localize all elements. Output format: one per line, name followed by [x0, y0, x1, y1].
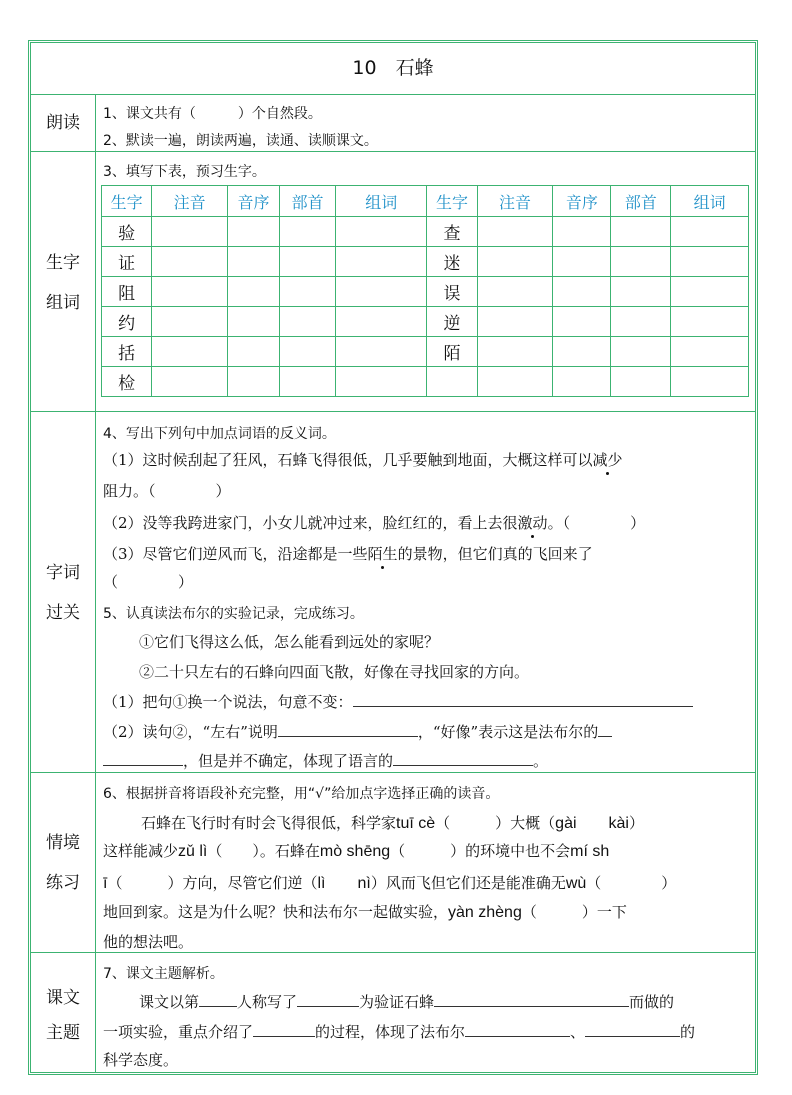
table-header-row — [102, 186, 749, 217]
answer-cell[interactable] — [227, 337, 279, 367]
divider — [31, 772, 755, 773]
category-chars-a: 生字 — [46, 253, 80, 273]
column-header: 组词 — [671, 186, 749, 217]
answer-cell[interactable] — [477, 217, 553, 247]
question-2: 2、默读一遍，朗读两遍，读通、读顺课文。 — [103, 133, 378, 149]
column-header: 注音 — [477, 186, 553, 217]
divider — [31, 151, 755, 152]
answer-cell[interactable] — [671, 217, 749, 247]
answer-cell[interactable] — [611, 217, 671, 247]
question-6: 6、根据拼音将语段补充完整，用“√”给加点字选择正确的读音。 — [103, 786, 500, 802]
divider — [31, 94, 755, 95]
answer-cell[interactable] — [477, 307, 553, 337]
answer-cell[interactable] — [152, 247, 228, 277]
answer-blank[interactable] — [585, 1022, 680, 1037]
context-line-5: 他的想法吧。 — [103, 933, 194, 951]
context-line-2: 这样能减少zǔ lì（ ）。石蜂在mò shēng（ ）的环境中也不会mí sh — [103, 842, 610, 860]
answer-cell[interactable] — [611, 367, 671, 397]
char-cell — [427, 367, 477, 397]
dotted-word: 激动 — [517, 514, 548, 532]
column-header: 生字 — [102, 186, 152, 217]
answer-blank[interactable] — [297, 992, 359, 1007]
answer-cell[interactable] — [553, 367, 611, 397]
answer-cell[interactable] — [611, 337, 671, 367]
character-table — [101, 185, 749, 397]
char-cell: 验 — [102, 217, 152, 247]
answer-cell[interactable] — [336, 247, 427, 277]
practice-3: ，但是并不确定，体现了语言的 。 — [103, 750, 548, 771]
answer-blank[interactable] — [434, 992, 629, 1007]
answer-cell[interactable] — [671, 247, 749, 277]
answer-cell[interactable] — [553, 247, 611, 277]
answer-cell[interactable] — [477, 277, 553, 307]
context-line-3: ī（ ）方向，尽管它们逆（lì nì）风而飞但它们还是能准确无wù（ ） — [103, 874, 677, 892]
answer-cell[interactable] — [477, 337, 553, 367]
table-row — [102, 217, 749, 247]
answer-cell[interactable] — [336, 367, 427, 397]
answer-cell[interactable] — [152, 277, 228, 307]
char-cell: 检 — [102, 367, 152, 397]
char-cell: 括 — [102, 337, 152, 367]
answer-cell[interactable] — [336, 277, 427, 307]
char-cell: 证 — [102, 247, 152, 277]
sentence-2: （2）没等我跨进家门，小女儿就冲过来，脸红红的，看上去很激动。（ ） — [103, 514, 646, 532]
answer-blank[interactable] — [465, 1022, 570, 1037]
answer-cell[interactable] — [611, 247, 671, 277]
answer-cell[interactable] — [553, 337, 611, 367]
question-1: 1、课文共有（ ）个自然段。 — [103, 106, 322, 122]
column-header: 注音 — [152, 186, 228, 217]
char-cell: 阻 — [102, 277, 152, 307]
answer-cell[interactable] — [611, 277, 671, 307]
category-words-b: 过关 — [46, 603, 80, 623]
practice-1: （1）把句①换一个说法，句意不变： — [103, 691, 693, 712]
answer-blank[interactable] — [199, 992, 237, 1007]
table-row — [102, 307, 749, 337]
answer-blank[interactable] — [103, 751, 183, 766]
answer-cell[interactable] — [152, 307, 228, 337]
answer-cell[interactable] — [671, 307, 749, 337]
column-header: 部首 — [611, 186, 671, 217]
char-cell: 约 — [102, 307, 152, 337]
category-theme-a: 课文 — [46, 988, 80, 1008]
divider — [31, 411, 755, 412]
question-5: 5、认真读法布尔的实验记录，完成练习。 — [103, 606, 364, 622]
answer-cell[interactable] — [227, 217, 279, 247]
answer-cell[interactable] — [336, 337, 427, 367]
context-line-4: 地回到家。这是为什么呢？快和法布尔一起做实验，yàn zhèng（ ）一下 — [103, 903, 627, 921]
sentence-1: （1）这时候刮起了狂风，石蜂飞得很低，几乎要触到地面，大概这样可以减少 — [103, 451, 623, 469]
dotted-word: 陌生 — [367, 545, 398, 563]
column-header: 组词 — [336, 186, 427, 217]
char-cell: 迷 — [427, 247, 477, 277]
category-divider — [95, 95, 96, 1072]
answer-cell[interactable] — [477, 247, 553, 277]
answer-cell[interactable] — [280, 367, 336, 397]
answer-cell[interactable] — [152, 217, 228, 247]
category-reading: 朗读 — [46, 113, 80, 133]
answer-cell[interactable] — [280, 307, 336, 337]
answer-cell[interactable] — [553, 217, 611, 247]
sentence-3: （3）尽管它们逆风而飞，沿途都是一些陌生的景物，但它们真的飞回来了 — [103, 545, 593, 563]
category-context-b: 练习 — [46, 873, 80, 893]
theme-line-2: 一项实验，重点介绍了 的过程，体现了法布尔 、 的 — [103, 1023, 696, 1041]
char-cell: 查 — [427, 217, 477, 247]
question-4: 4、写出下列句中加点词语的反义词。 — [103, 426, 336, 442]
category-words-a: 字词 — [46, 563, 80, 583]
answer-blank[interactable] — [253, 1022, 315, 1037]
answer-blank[interactable] — [278, 722, 418, 737]
column-header: 生字 — [427, 186, 477, 217]
record-2: ②二十只左右的石蜂向四面飞散，好像在寻找回家的方向。 — [139, 663, 530, 681]
column-header: 部首 — [280, 186, 336, 217]
answer-cell[interactable] — [280, 217, 336, 247]
char-cell: 误 — [427, 277, 477, 307]
answer-cell[interactable] — [280, 337, 336, 367]
question-7: 7、课文主题解析。 — [103, 966, 224, 982]
context-line-1: 石蜂在飞行时有时会飞得很低，科学家tuī cè（ ）大概（gài kài） — [141, 814, 644, 832]
answer-blank[interactable] — [598, 722, 612, 737]
answer-cell[interactable] — [336, 307, 427, 337]
practice-2: （2）读句②，“左右”说明 ，“好像”表示这是法布尔的 — [103, 721, 612, 742]
answer-cell[interactable] — [611, 307, 671, 337]
column-header: 音序 — [227, 186, 279, 217]
dotted-word: 减少 — [592, 451, 623, 469]
answer-cell[interactable] — [671, 337, 749, 367]
record-1: ①它们飞得这么低，怎么能看到远处的家呢？ — [139, 633, 440, 651]
answer-cell[interactable] — [280, 247, 336, 277]
answer-cell[interactable] — [671, 367, 749, 397]
answer-cell[interactable] — [227, 307, 279, 337]
answer-cell[interactable] — [553, 307, 611, 337]
table-row — [102, 367, 749, 397]
sentence-1-cont: 阻力。（ ） — [103, 482, 231, 500]
answer-cell[interactable] — [477, 367, 553, 397]
answer-cell[interactable] — [671, 277, 749, 307]
theme-line-3: 科学态度。 — [103, 1051, 179, 1069]
category-context-a: 情境 — [46, 833, 80, 853]
answer-blank[interactable] — [393, 751, 533, 766]
answer-cell[interactable] — [152, 367, 228, 397]
char-cell: 逆 — [427, 307, 477, 337]
answer-cell[interactable] — [553, 277, 611, 307]
char-cell: 陌 — [427, 337, 477, 367]
theme-line-1: 课文以第 人称写了 为验证石蜂 而做的 — [139, 993, 675, 1011]
answer-cell[interactable] — [336, 217, 427, 247]
divider — [31, 952, 755, 953]
column-header: 音序 — [553, 186, 611, 217]
category-theme-b: 主题 — [46, 1023, 80, 1043]
question-3: 3、填写下表，预习生字。 — [103, 164, 266, 180]
table-row — [102, 247, 749, 277]
table-row — [102, 337, 749, 367]
answer-blank[interactable] — [353, 692, 693, 707]
sentence-3-cont: （ ） — [103, 573, 194, 591]
answer-cell[interactable] — [227, 247, 279, 277]
category-chars-b: 组词 — [46, 293, 80, 313]
table-row — [102, 277, 749, 307]
answer-cell[interactable] — [152, 337, 228, 367]
answer-cell[interactable] — [227, 367, 279, 397]
answer-cell[interactable] — [227, 277, 279, 307]
answer-cell[interactable] — [280, 277, 336, 307]
page-title: 10 石蜂 — [352, 57, 434, 79]
worksheet — [28, 40, 758, 1075]
